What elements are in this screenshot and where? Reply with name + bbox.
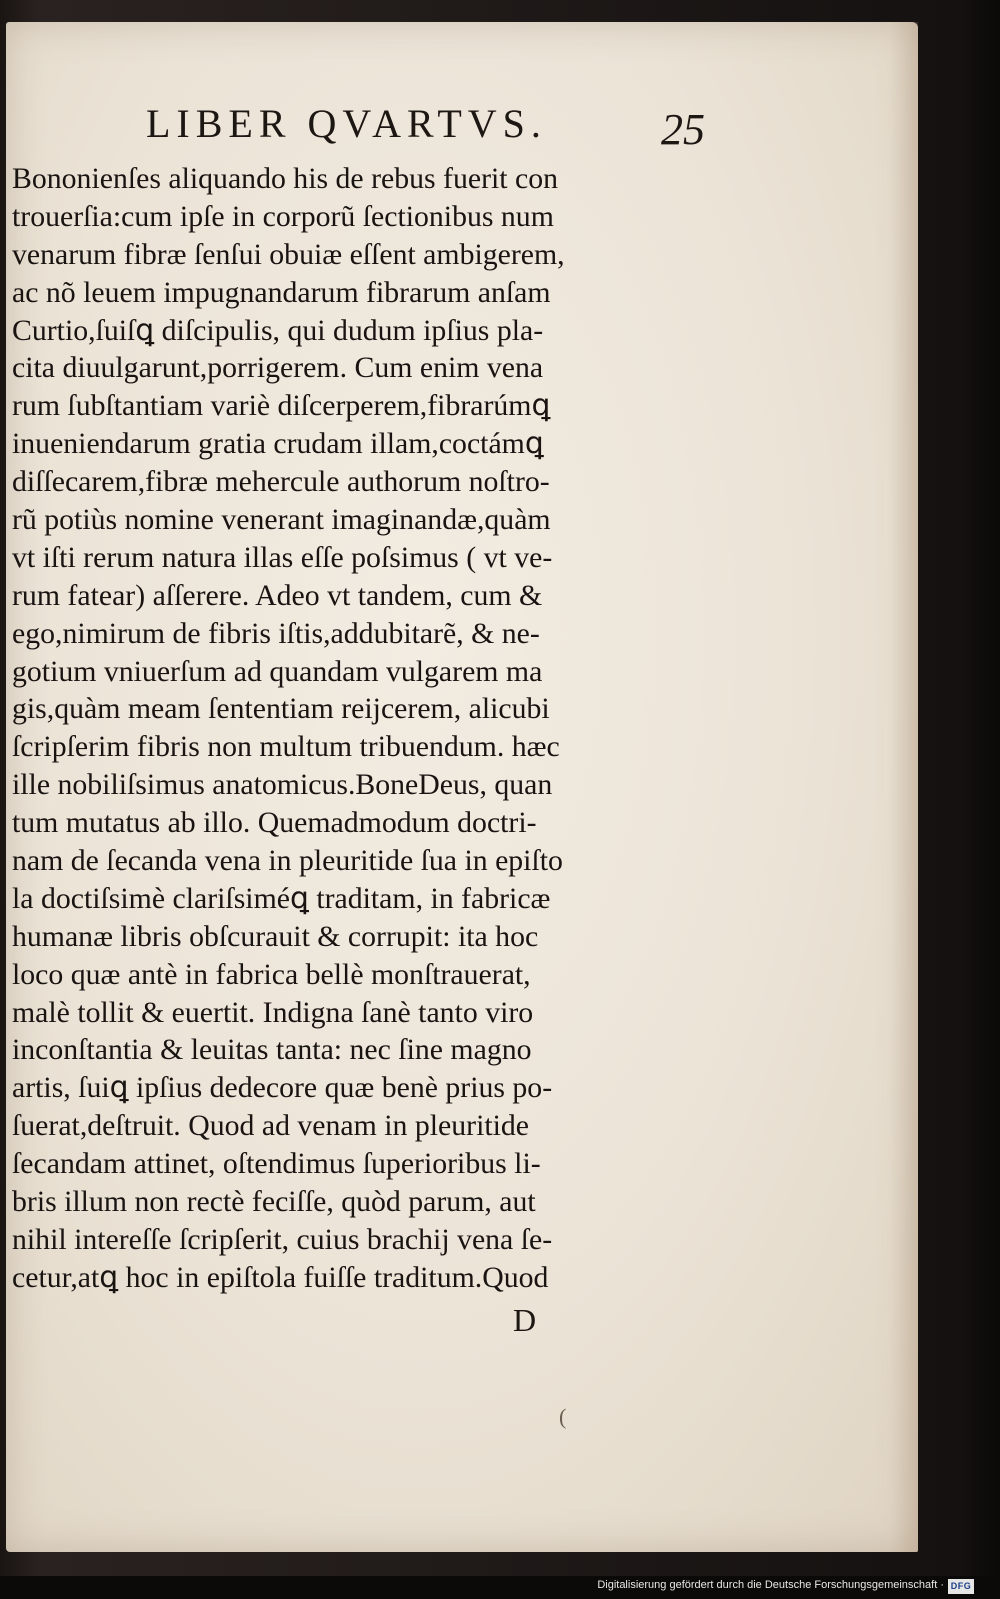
text-line: rum ſubſtantiam variè diſcerperem,fibrarúmꝗ — [12, 389, 551, 423]
text-line: vt iſti rerum natura illas eſſe poſsimus ( vt ve- — [12, 540, 553, 574]
text-line: bris illum non rectè feciſſe, quòd parum, aut — [12, 1185, 536, 1219]
text-line: venarum fibræ ſenſui obuiæ eſſent ambigerem, — [12, 237, 565, 271]
book-page — [6, 22, 918, 1552]
text-line: tum mutatus ab illo. Quemadmodum doctri- — [12, 806, 537, 840]
text-line: artis, ſuiꝗ ipſius dedecore quæ benè prius po- — [12, 1071, 553, 1105]
text-line: inueniendarum gratia crudam illam,coctámꝗ — [12, 427, 544, 461]
text-line: ſcripſerim fibris non multum tribuendum. hæc — [12, 730, 560, 764]
text-line: ille nobiliſsimus anatomicus.BoneDeus, quan — [12, 768, 553, 802]
text-line: diſſecarem,fibræ mehercule authorum noſtro- — [12, 465, 550, 499]
text-line: ego,nimirum de fibris iſtis,addubitarẽ, & ne- — [12, 616, 540, 650]
text-line: nam de ſecanda vena in pleuritide ſua in epiſto — [12, 844, 563, 878]
text-line: gotium vniuerſum ad quandam vulgarem ma — [12, 654, 543, 688]
text-line: Bononienſes aliquando his de rebus fuerit con — [12, 162, 559, 195]
stray-pen-mark: ( — [559, 1404, 567, 1429]
text-line: nihil intereſſe ſcripſerit, cuius brachij vena ſe- — [12, 1222, 553, 1256]
text-line: cita diuulgarunt,porrigerem. Cum enim vena — [12, 351, 544, 385]
signature-mark: D — [513, 1302, 537, 1338]
text-line: ſecandam attinet, oſtendimus ſuperioribus li- — [12, 1147, 541, 1181]
text-block — [12, 160, 692, 1297]
text-line: la doctiſsimè clariſsiméꝗ traditam, in fabricæ — [12, 881, 551, 915]
text-line: rũ potiùs nomine venerant imaginandæ,quàm — [12, 503, 551, 537]
page-number: 25 — [661, 105, 705, 154]
dfg-logo: DFG — [948, 1579, 974, 1594]
running-head: LIBER QVARTVS. — [146, 101, 547, 146]
text-line: inconſtantia & leuitas tanta: nec ſine magno — [12, 1033, 532, 1067]
text-line: ac nõ leuem impugnandarum fibrarum anſam — [12, 275, 551, 309]
text-line: gis,quàm meam ſententiam reijcerem, alicubi — [12, 692, 550, 726]
text-line: malè tollit & euertit. Indigna ſanè tanto viro — [12, 995, 534, 1029]
text-line: trouerſia:cum ipſe in corporũ ſectionibus num — [12, 199, 554, 233]
text-line: Curtio,ſuiſꝗ diſcipulis, qui dudum ipſius pla- — [12, 313, 544, 347]
text-line: ſuerat,deſtruit. Quod ad venam in pleuritide — [12, 1109, 530, 1143]
text-line: cetur,atꝗ hoc in epiſtola fuiſſe traditum.Quod — [12, 1260, 549, 1294]
text-line: loco quæ antè in fabrica bellè monſtrauerat, — [12, 957, 531, 991]
digitization-credit: Digitalisierung gefördert durch die Deutsche Forschungsgemeinschaft · — [597, 1579, 944, 1591]
text-line: humanæ libris obſcurauit & corrupit: ita hoc — [12, 919, 539, 953]
text-line: rum fatear) aſſerere. Adeo vt tandem, cum & — [12, 578, 543, 612]
